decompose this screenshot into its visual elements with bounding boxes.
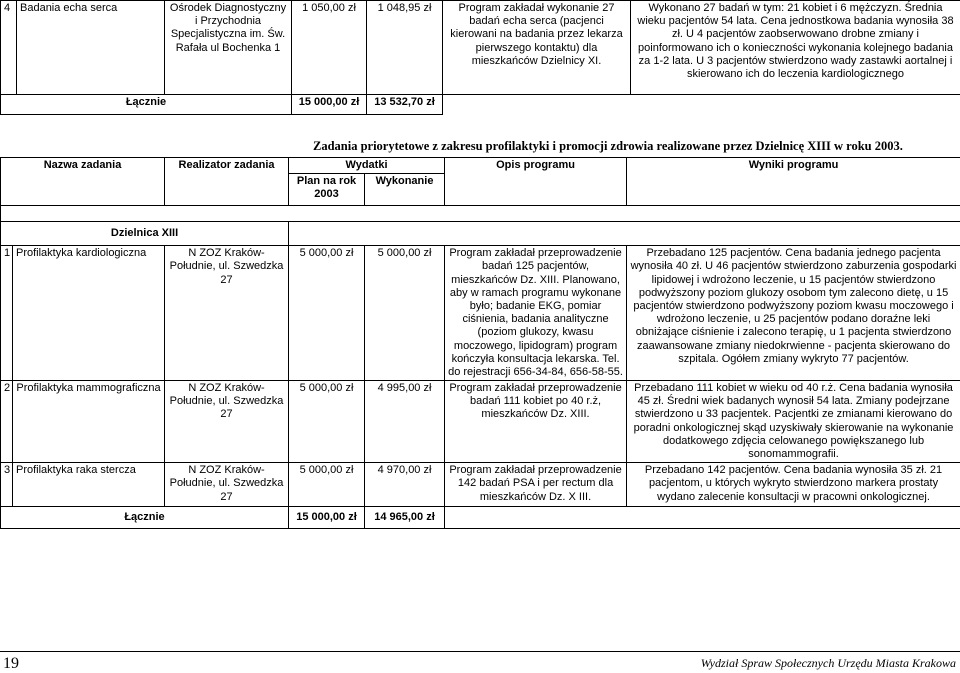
plan-value: 5 000,00 zł: [289, 381, 365, 463]
row-number: 1: [1, 246, 13, 381]
wykonanie-value: 4 995,00 zł: [365, 381, 445, 463]
plan-value: 5 000,00 zł: [289, 246, 365, 381]
total-row: [1, 507, 960, 529]
opis-programu: Program zakładał przeprowadzenie badań 111 kobiet po 40 r.ż, mieszkańców Dz. XIII.: [445, 381, 627, 463]
header-realizator: Realizator zadania: [165, 158, 289, 206]
task-name: Profilaktyka mammograficzna: [13, 381, 165, 463]
header-wyniki: Wyniki programu: [627, 158, 960, 206]
wyniki-programu: Przebadano 125 pacjentów. Cena badania jednego pacjenta wynosiła 40 zł. U 46 pacjentów stwierdzono zaburzenia gospodarki lipidowej i wdrożono leczenie, u 15 pacjentów stwierdzono podwyższony poziom glukozy osobom tym zalecono dietę, u 15 pacjentów stwierdzono podwyższony poziom kwasu moczowego i wdrożono leczenie, u 25 pacjentów podano doraźne leki obniżające ciśnienie i zalecono terapię, u 1 pacjenta stwierdzono zaawansowane zmiany niedokrwienne - pacjenta skierowano do szpitala. Ogółem zmiany wykryto 77 pacjentów.: [627, 246, 960, 381]
total-plan: 15 000,00 zł: [289, 507, 365, 529]
header-wykonanie: Wykonanie: [365, 174, 445, 206]
table-row: [1, 1, 960, 95]
header-row: [1, 158, 960, 174]
page-number: 19: [3, 655, 19, 673]
realizator: N ZOZ Kraków-Południe, ul. Szwedzka 27: [165, 246, 289, 381]
spacer-row: [1, 206, 960, 222]
total-wykonanie: 14 965,00 zł: [365, 507, 445, 529]
header-plan: Plan na rok 2003: [289, 174, 365, 206]
wyniki-programu: Przebadano 142 pacjentów. Cena badania wynosiła 35 zł. 21 pacjentom, u których wykryto stwierdzono markera prostaty wydano zalecenie konsultacji w pracowni onkologicznej.: [627, 463, 960, 507]
main-table: [0, 157, 960, 529]
realizator: N ZOZ Kraków-Południe, ul. Szwedzka 27: [165, 381, 289, 463]
header-nazwa: Nazwa zadania: [1, 158, 165, 206]
top-table: [0, 0, 960, 115]
header-wydatki: Wydatki: [289, 158, 445, 174]
total-plan: 15 000,00 zł: [292, 95, 367, 115]
row-number: 4: [1, 1, 17, 95]
wyniki-programu: Przebadano 111 kobiet w wieku od 40 r.ż. Cena badania wynosiła 45 zł. Średni wiek badanych wynosił 54 lata. Zmiany podejrzane stwierdzono u 33 pacjentek. Pacjentki ze zmianami kierowano do poradni onkologicznej skąd uzyskiwały skierowanie na wykonanie dodatkowego zdjęcia celowanego powiększanego lub sonomammografii.: [627, 381, 960, 463]
footer-text: Wydział Spraw Społecznych Urzędu Miasta Krakowa: [701, 656, 956, 671]
row-number: 3: [1, 463, 13, 507]
district-label: Dzielnica XIII: [1, 222, 289, 246]
table-row: [1, 246, 960, 381]
task-name: Profilaktyka raka stercza: [13, 463, 165, 507]
task-name: Badania echa serca: [17, 1, 165, 95]
plan-value: 5 000,00 zł: [289, 463, 365, 507]
total-label: Łącznie: [1, 95, 292, 115]
table-row: [1, 381, 960, 463]
wyniki-programu: Wykonano 27 badań w tym: 21 kobiet i 6 mężczyzn. Średnia wieku pacjentów 54 lata. Cena jednostkowa badania wynosiła 38 zł. U 4 pacjentów zaobserwowano drobne zmiany i poinformowano ich o konieczności wykonania kolejnego badania za 1-2 lata. U 3 pacjentów stwierdzono wady zastawki aortalnej i skierowano ich do leczenia kardiologicznego: [631, 1, 960, 95]
opis-programu: Program zakładał przeprowadzenie 142 badań PSA i per rectum dla mieszkańców Dz. X III.: [445, 463, 627, 507]
section-title: Zadania priorytetowe z zakresu profilaktyki i promocji zdrowia realizowane przez Dzielnicę XIII w roku 2003.: [313, 139, 960, 154]
wykonanie-value: 4 970,00 zł: [365, 463, 445, 507]
realizator: Ośrodek Diagnostyczny i Przychodnia Specjalistyczna im. Św. Rafała ul Bochenka 1: [165, 1, 292, 95]
header-opis: Opis programu: [445, 158, 627, 206]
opis-programu: Program zakładał przeprowadzenie badań 125 pacjentów, mieszkańców Dz. XIII. Planowano, aby w ramach programu wykonane było; badanie EKG, pomiar ciśnienia, badania analityczne (poziom glukozy, kwasu moczowego, lipidogram) program kończyła konsultacja lekarska. Tel. do rejestracji 656-34-84, 656-58-55.: [445, 246, 627, 381]
table-row: [1, 463, 960, 507]
realizator: N ZOZ Kraków-Południe, ul. Szwedzka 27: [165, 463, 289, 507]
plan-value: 1 050,00 zł: [292, 1, 367, 95]
opis-programu: Program zakładał wykonanie 27 badań echa serca (pacjenci kierowani na badania przez lekarza pierwszego kontaktu) dla mieszkańców Dzielnicy XI.: [443, 1, 631, 95]
row-number: 2: [1, 381, 13, 463]
footer-divider: [0, 651, 960, 652]
total-label: Łącznie: [1, 507, 289, 529]
wykonanie-value: 1 048,95 zł: [367, 1, 443, 95]
total-wykonanie: 13 532,70 zł: [367, 95, 443, 115]
district-row: [1, 222, 960, 246]
total-row: [1, 95, 960, 115]
task-name: Profilaktyka kardiologiczna: [13, 246, 165, 381]
wykonanie-value: 5 000,00 zł: [365, 246, 445, 381]
